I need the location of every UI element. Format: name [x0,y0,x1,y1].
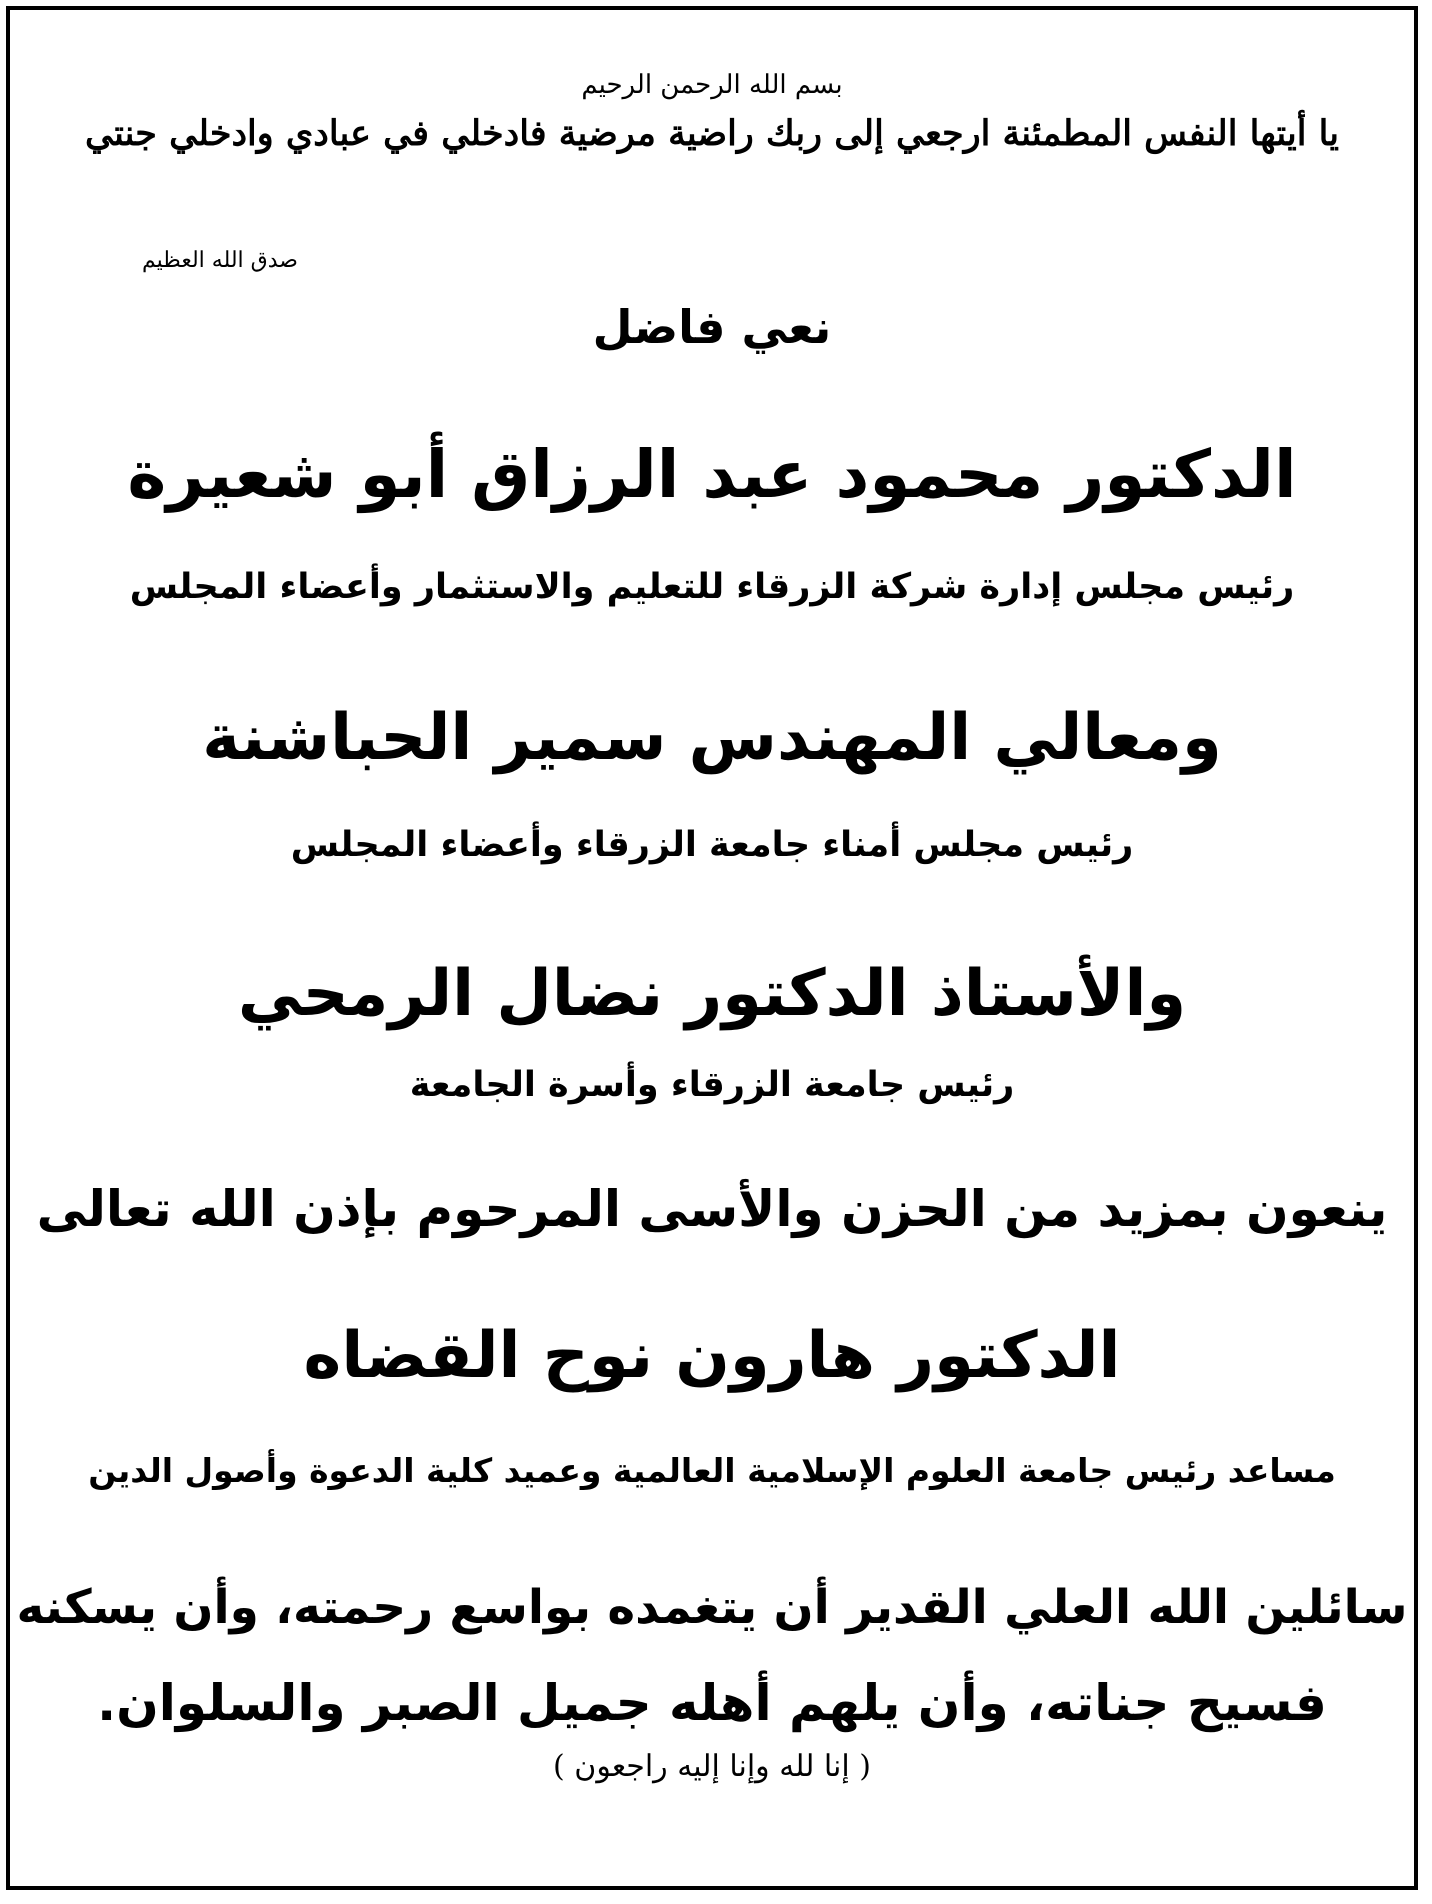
mourner-3-title: رئيس جامعة الزرقاء وأسرة الجامعة [409,1065,1015,1105]
mourner-1-name: الدكتور محمود عبد الرزاق أبو شعيرة [127,436,1297,513]
mourner-2-title: رئيس مجلس أمناء جامعة الزرقاء وأعضاء المجلس [290,825,1134,865]
mourner-2-name: ومعالي المهندس سمير الحباشنة [202,701,1222,775]
obituary-frame [6,6,1418,1890]
basmala: بسم الله الرحمن الرحيم [581,70,843,100]
mourner-1-title: رئيس مجلس إدارة شركة الزرقاء للتعليم والاستثمار وأعضاء المجلس [129,567,1295,607]
quran-verse: يا أيتها النفس المطمئنة ارجعي إلى ربك راضية مرضية فادخلي في عبادي وادخلي جنتي [84,113,1340,154]
verse-closing: صدق الله العظيم [142,248,298,273]
prayer-line-1: سائلين الله العلي القدير أن يتغمده بواسع رحمته، وأن يسكنه [16,1580,1408,1635]
notice-heading: نعي فاضل [592,300,832,354]
deceased-name: الدكتور هارون نوح القضاه [303,1319,1121,1393]
closing-phrase: ( إنا لله وإنا إليه راجعون ) [553,1749,871,1784]
prayer-line-2: فسيح جناته، وأن يلهم أهله جميل الصبر والسلوان. [97,1674,1327,1732]
deceased-title: مساعد رئيس جامعة العلوم الإسلامية العالمية وعميد كلية الدعوة وأصول الدين [88,1451,1336,1490]
announcement: ينعون بمزيد من الحزن والأسى المرحوم بإذن الله تعالى [36,1180,1388,1238]
mourner-3-name: والأستاذ الدكتور نضال الرمحي [237,957,1187,1031]
